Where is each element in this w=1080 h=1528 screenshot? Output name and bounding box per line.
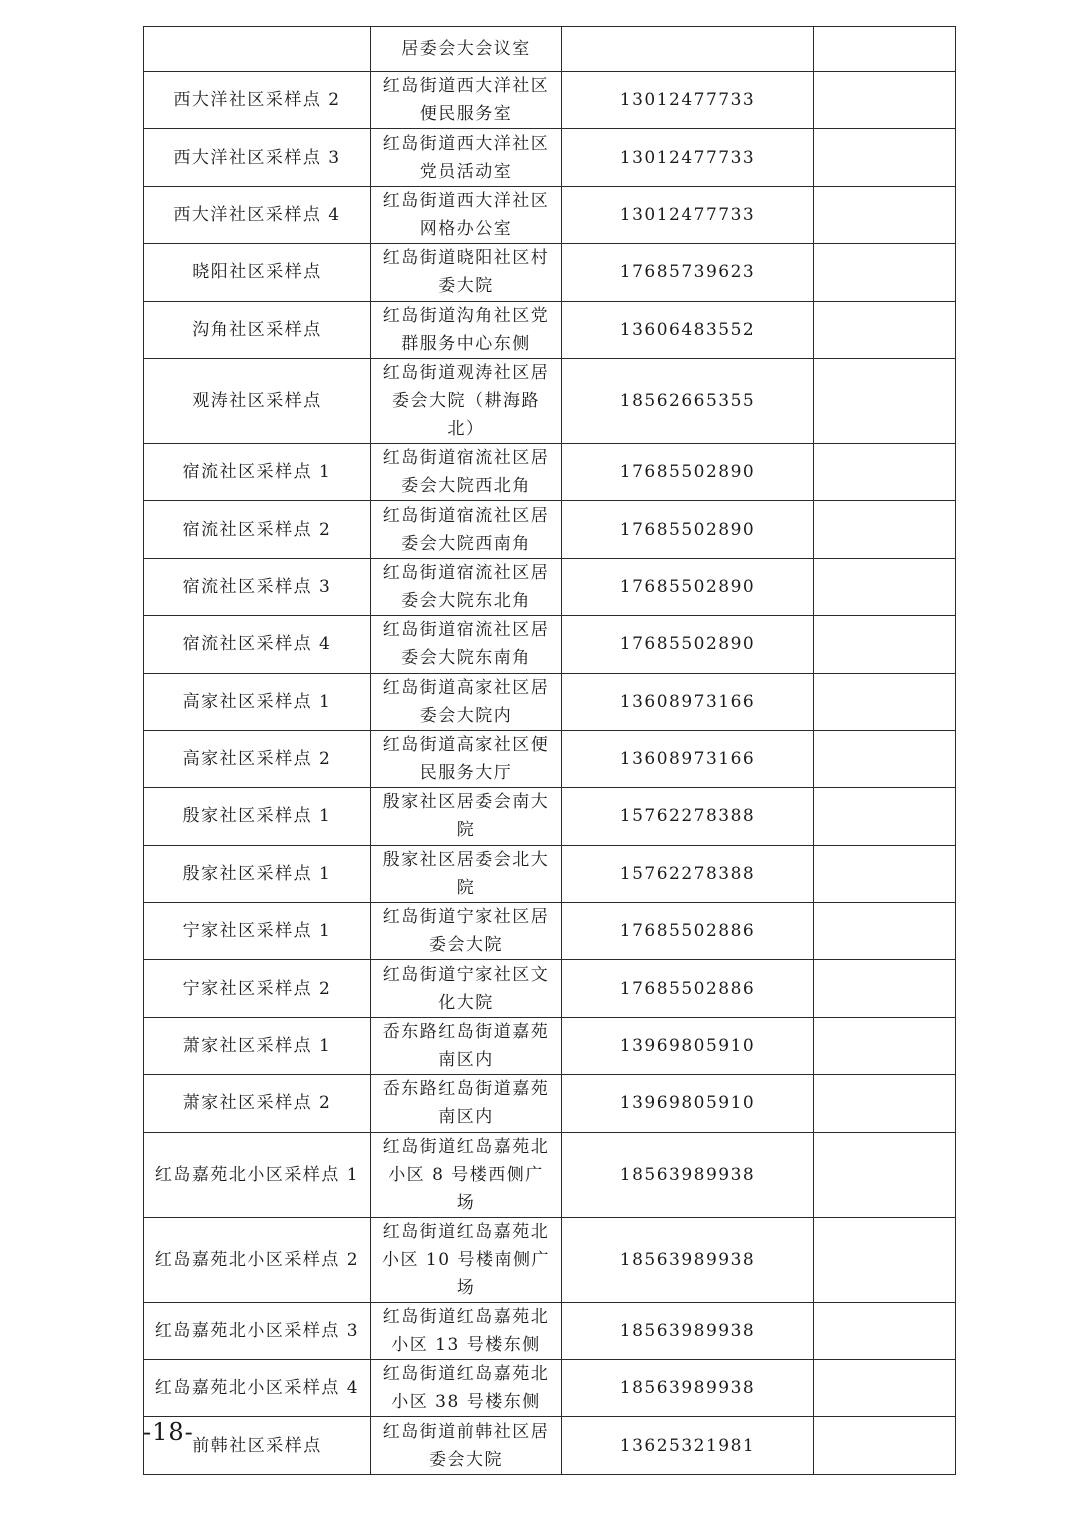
table-row	[144, 1417, 956, 1474]
address-cell	[371, 730, 562, 787]
site-name-cell: 宁家社区采样点 1	[144, 903, 371, 960]
address-cell	[371, 1217, 562, 1302]
note-cell	[814, 673, 956, 730]
table-row	[144, 301, 956, 358]
phone-cell: 17685739623	[562, 244, 814, 301]
phone-cell: 17685502886	[562, 903, 814, 960]
site-name-cell: 晓阳社区采样点	[144, 244, 371, 301]
address-cell	[371, 186, 562, 243]
address-text: 红岛街道红岛嘉苑北小区 38 号楼东侧	[382, 1364, 550, 1413]
note-cell	[814, 186, 956, 243]
table-row	[144, 1132, 956, 1217]
address-text: 红岛街道前韩社区居委会大院	[382, 1421, 550, 1470]
site-name-cell: 观涛社区采样点	[144, 358, 371, 443]
address-text: 红岛街道宿流社区居委会大院西南角	[382, 505, 550, 554]
address-text: 岙东路红岛街道嘉苑南区内	[382, 1079, 550, 1128]
address-cell	[371, 358, 562, 443]
address-cell	[371, 788, 562, 845]
site-name-cell: 宁家社区采样点 2	[144, 960, 371, 1017]
table-row	[144, 72, 956, 129]
note-cell	[814, 358, 956, 443]
site-name-cell: 红岛嘉苑北小区采样点 1	[144, 1132, 371, 1217]
phone-cell: 18563989938	[562, 1217, 814, 1302]
address-cell	[371, 673, 562, 730]
site-name-cell: 西大洋社区采样点 3	[144, 129, 371, 186]
note-cell	[814, 1132, 956, 1217]
address-text: 红岛街道宿流社区居委会大院东南角	[382, 620, 550, 669]
site-name-cell: 殷家社区采样点 1	[144, 788, 371, 845]
address-text: 红岛街道宁家社区文化大院	[382, 964, 550, 1013]
table-row	[144, 501, 956, 558]
note-cell	[814, 1417, 956, 1474]
phone-cell: 17685502886	[562, 960, 814, 1017]
address-text: 红岛街道西大洋社区网格办公室	[382, 190, 550, 239]
site-name-cell: 宿流社区采样点 3	[144, 558, 371, 615]
phone-cell: 17685502890	[562, 501, 814, 558]
phone-cell: 15762278388	[562, 845, 814, 902]
site-name-cell: 西大洋社区采样点 2	[144, 72, 371, 129]
phone-cell: 13969805910	[562, 1017, 814, 1074]
site-name-cell: 高家社区采样点 2	[144, 730, 371, 787]
address-cell	[371, 129, 562, 186]
phone-cell: 17685502890	[562, 616, 814, 673]
address-text: 红岛街道沟角社区党群服务中心东侧	[382, 305, 550, 354]
address-text: 红岛街道西大洋社区党员活动室	[382, 133, 550, 182]
table-row	[144, 788, 956, 845]
site-name-cell: 西大洋社区采样点 4	[144, 186, 371, 243]
site-name-cell: 殷家社区采样点 1	[144, 845, 371, 902]
address-cell	[371, 1017, 562, 1074]
page-number: -18-	[143, 1418, 194, 1446]
table-row	[144, 1217, 956, 1302]
phone-cell: 13012477733	[562, 72, 814, 129]
address-text: 红岛街道红岛嘉苑北小区 8 号楼西侧广场	[382, 1136, 550, 1213]
address-cell	[371, 558, 562, 615]
site-name-cell: 宿流社区采样点 2	[144, 501, 371, 558]
phone-cell: 18563989938	[562, 1132, 814, 1217]
address-cell	[371, 443, 562, 500]
site-name-cell	[144, 27, 371, 72]
table-row	[144, 1360, 956, 1417]
address-cell	[371, 903, 562, 960]
table-row	[144, 845, 956, 902]
table-row	[144, 960, 956, 1017]
note-cell	[814, 72, 956, 129]
address-cell	[371, 1075, 562, 1132]
site-name-cell: 宿流社区采样点 1	[144, 443, 371, 500]
site-name-cell: 前韩社区采样点	[144, 1417, 371, 1474]
note-cell	[814, 730, 956, 787]
address-cell	[371, 1302, 562, 1359]
address-cell	[371, 501, 562, 558]
phone-cell	[562, 27, 814, 72]
address-text: 红岛街道观涛社区居委会大院（耕海路北）	[382, 362, 550, 439]
table-row	[144, 673, 956, 730]
note-cell	[814, 903, 956, 960]
address-cell	[371, 960, 562, 1017]
table-row	[144, 186, 956, 243]
address-text: 红岛街道西大洋社区便民服务室	[382, 76, 550, 125]
address-text: 红岛街道红岛嘉苑北小区 13 号楼东侧	[382, 1306, 550, 1355]
phone-cell: 15762278388	[562, 788, 814, 845]
table-row	[144, 244, 956, 301]
phone-cell: 18563989938	[562, 1302, 814, 1359]
note-cell	[814, 129, 956, 186]
address-cell	[371, 1132, 562, 1217]
address-cell	[371, 1417, 562, 1474]
site-name-cell: 红岛嘉苑北小区采样点 3	[144, 1302, 371, 1359]
note-cell	[814, 27, 956, 72]
note-cell	[814, 1217, 956, 1302]
site-name-cell: 宿流社区采样点 4	[144, 616, 371, 673]
table-row	[144, 730, 956, 787]
table-row	[144, 129, 956, 186]
phone-cell: 13608973166	[562, 673, 814, 730]
address-cell	[371, 1360, 562, 1417]
note-cell	[814, 244, 956, 301]
phone-cell: 18563989938	[562, 1360, 814, 1417]
table-row-continued	[144, 27, 956, 72]
address-text: 红岛街道宿流社区居委会大院西北角	[382, 448, 550, 497]
address-text: 红岛街道宁家社区居委会大院	[382, 907, 550, 956]
address-text: 岙东路红岛街道嘉苑南区内	[382, 1022, 550, 1071]
site-name-cell: 红岛嘉苑北小区采样点 4	[144, 1360, 371, 1417]
table-row	[144, 903, 956, 960]
note-cell	[814, 1360, 956, 1417]
address-text: 居委会大会议室	[401, 39, 531, 59]
note-cell	[814, 788, 956, 845]
address-text: 殷家社区居委会北大院	[382, 849, 550, 898]
note-cell	[814, 501, 956, 558]
table-row	[144, 358, 956, 443]
table-row	[144, 443, 956, 500]
phone-cell: 13969805910	[562, 1075, 814, 1132]
table-row	[144, 1075, 956, 1132]
phone-cell: 18562665355	[562, 358, 814, 443]
note-cell	[814, 301, 956, 358]
site-name-cell: 红岛嘉苑北小区采样点 2	[144, 1217, 371, 1302]
note-cell	[814, 845, 956, 902]
sampling-sites-table	[143, 26, 956, 1475]
table-row	[144, 558, 956, 615]
phone-cell: 13606483552	[562, 301, 814, 358]
address-text: 殷家社区居委会南大院	[382, 792, 550, 841]
site-name-cell: 萧家社区采样点 2	[144, 1075, 371, 1132]
note-cell	[814, 960, 956, 1017]
address-cell	[371, 72, 562, 129]
address-text: 红岛街道高家社区居委会大院内	[382, 677, 550, 726]
note-cell	[814, 558, 956, 615]
address-text: 红岛街道红岛嘉苑北小区 10 号楼南侧广场	[382, 1221, 550, 1298]
site-name-cell: 沟角社区采样点	[144, 301, 371, 358]
phone-cell: 17685502890	[562, 558, 814, 615]
address-cell	[371, 301, 562, 358]
note-cell	[814, 616, 956, 673]
table-row	[144, 1017, 956, 1074]
table-body	[144, 27, 956, 1475]
note-cell	[814, 1017, 956, 1074]
address-text: 红岛街道宿流社区居委会大院东北角	[382, 562, 550, 611]
note-cell	[814, 1302, 956, 1359]
note-cell	[814, 443, 956, 500]
phone-cell: 13012477733	[562, 186, 814, 243]
phone-cell: 17685502890	[562, 443, 814, 500]
table-row	[144, 1302, 956, 1359]
phone-cell: 13012477733	[562, 129, 814, 186]
address-text: 红岛街道高家社区便民服务大厅	[382, 735, 550, 784]
phone-cell: 13608973166	[562, 730, 814, 787]
address-cell	[371, 845, 562, 902]
address-cell	[371, 616, 562, 673]
address-cell	[371, 244, 562, 301]
address-cell	[371, 27, 562, 72]
table-row	[144, 616, 956, 673]
site-name-cell: 萧家社区采样点 1	[144, 1017, 371, 1074]
note-cell	[814, 1075, 956, 1132]
address-text: 红岛街道晓阳社区村委大院	[382, 248, 550, 297]
site-name-cell: 高家社区采样点 1	[144, 673, 371, 730]
phone-cell: 13625321981	[562, 1417, 814, 1474]
